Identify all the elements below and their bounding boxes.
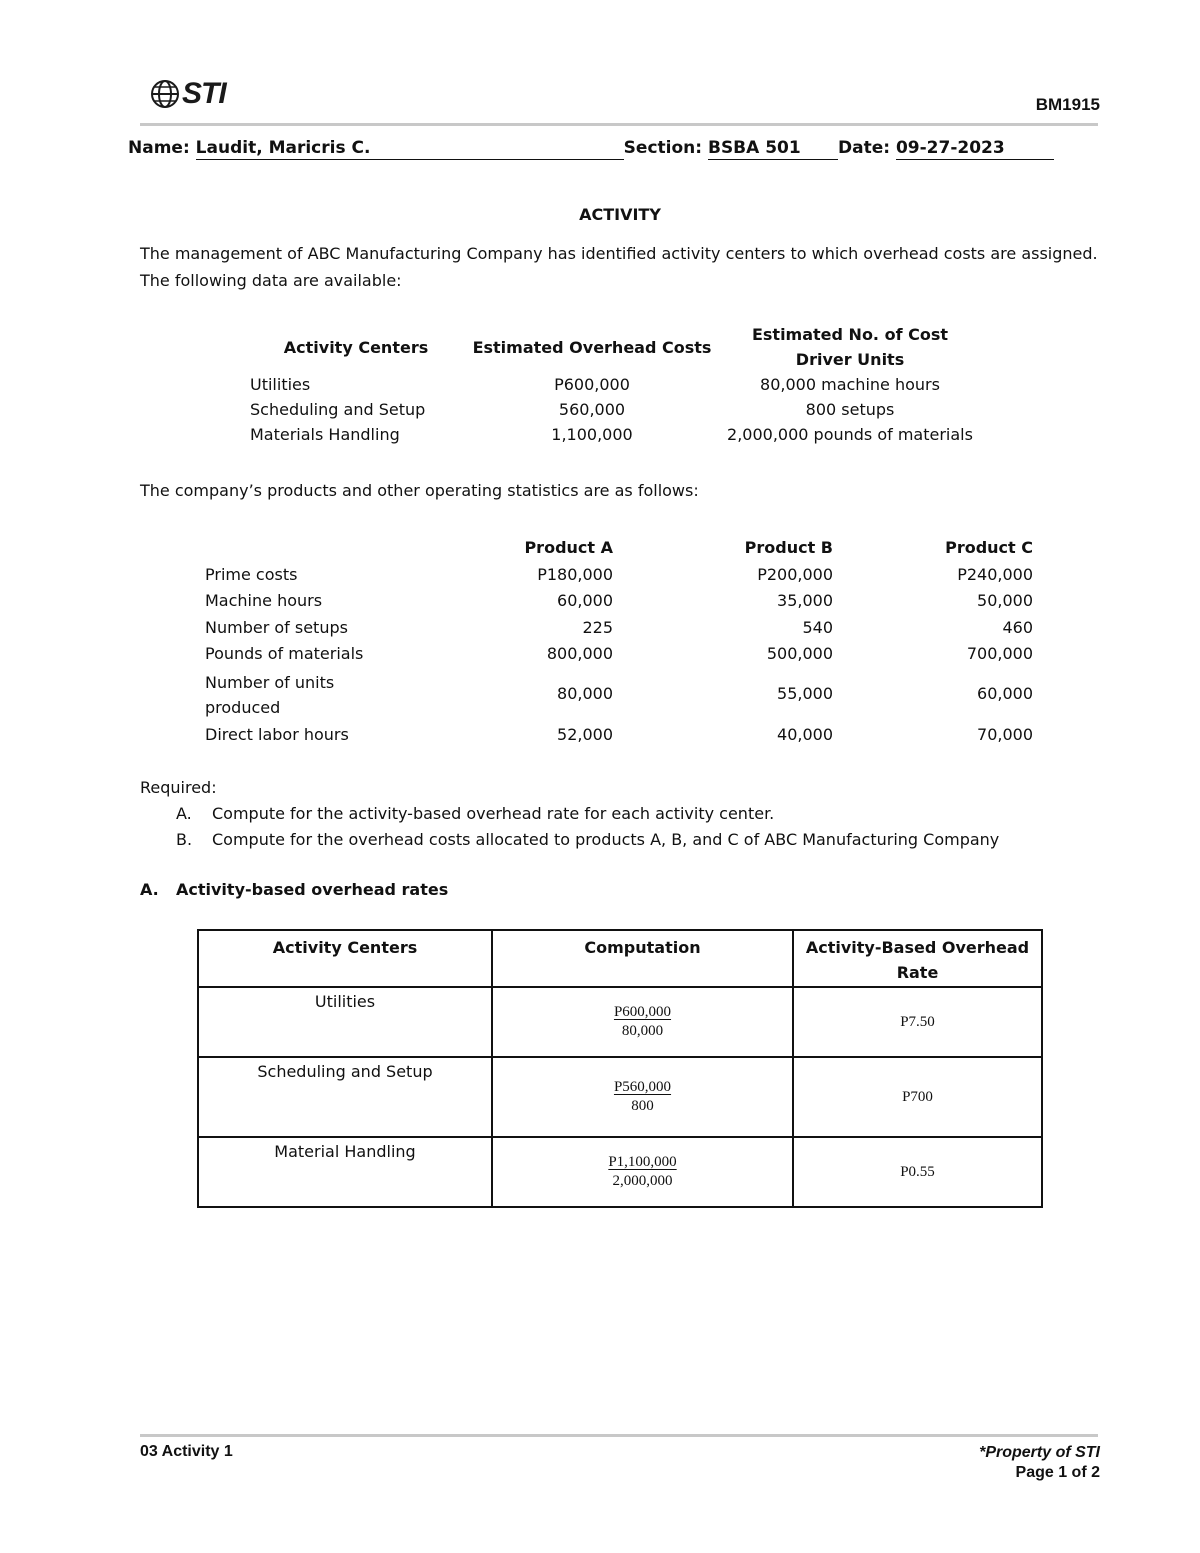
fraction-denominator: 80,000 [621,1023,664,1039]
section-value: BSBA 501 [708,138,838,160]
table-cell: Materials Handling [250,425,400,444]
footer-rule [140,1434,1098,1437]
table-row [205,615,1033,642]
computation-cell [492,987,793,1057]
list-text: Compute for the overhead costs allocated to products A, B, and C of ABC Manufacturing Company [212,830,1000,849]
table-cell: 2,000,000 pounds of materials [727,425,973,444]
table-cell: 50,000 [977,591,1033,610]
computation-cell [492,1057,793,1137]
name-value: Laudit, Maricris C. [196,138,624,160]
table-cell: P200,000 [757,564,833,584]
table-row [205,641,1033,668]
property-notice: *Property of STI [979,1444,1100,1461]
activity-center-cell: Scheduling and Setup [198,1057,492,1137]
fraction [608,1154,676,1190]
column-header: Product C [945,538,1033,557]
table-cell: 60,000 [557,591,613,610]
table-cell: 540 [802,617,833,637]
table-cell: 55,000 [777,684,833,704]
table-cell: Utilities [250,375,311,394]
table-cell: 80,000 [557,684,613,704]
table-cell: 60,000 [977,684,1033,704]
table-cell: Direct labor hours [205,724,349,744]
table-cell: 40,000 [777,724,833,744]
required-label: Required: [140,778,217,797]
products-table [205,535,1033,748]
overhead-rates-table [197,929,1043,1208]
fraction [614,1004,671,1040]
list-item [140,801,999,827]
fraction-denominator: 2,000,000 [612,1173,673,1189]
table-row [250,397,978,422]
activity-center-cell: Material Handling [198,1137,492,1207]
table-cell: 35,000 [777,591,833,610]
table-row [198,987,1042,1057]
table-header-row [205,535,1033,562]
column-header: Activity-Based Overhead Rate [793,930,1042,987]
section-key: A. [140,880,159,899]
table-row [250,422,978,447]
column-header [205,535,395,562]
activity-center-cell: Utilities [198,987,492,1057]
column-header: Activity Centers [283,337,429,357]
date-label: Date: [837,138,891,158]
column-header: Computation [492,930,793,987]
section-label: Section: [623,138,703,158]
rate-cell: P7.50 [793,987,1042,1057]
globe-icon [150,79,180,109]
fraction-numerator: P560,000 [613,1079,672,1095]
footer-activity-label: 03 Activity 1 [140,1443,233,1460]
table-cell: P240,000 [957,564,1033,584]
column-header: Estimated Overhead Costs [472,337,712,357]
list-item [140,827,999,853]
student-info-line [128,138,1054,160]
page-number: Page 1 of 2 [1015,1464,1100,1481]
section-title: Activity-based overhead rates [176,880,449,899]
rate-cell: P0.55 [793,1137,1042,1207]
table-row [198,1057,1042,1137]
sti-logo [150,78,226,110]
date-value: 09-27-2023 [896,138,1054,160]
table-cell: Number of units produced [205,672,335,717]
column-header: Product A [524,538,613,557]
logo-text: STI [182,77,226,110]
table-cell: 225 [582,617,613,637]
table-row [205,668,1033,722]
table-cell: 70,000 [977,724,1033,744]
page-title: ACTIVITY [579,205,661,224]
table-header-row [250,322,978,372]
table-cell: P600,000 [554,375,630,394]
table-cell: Pounds of materials [205,644,364,663]
activity-centers-table [250,322,978,447]
table-cell: 1,100,000 [551,425,633,444]
list-key: B. [176,830,193,849]
table-row [205,722,1033,749]
fraction-denominator: 800 [631,1098,654,1114]
table-row [198,1137,1042,1207]
list-text: Compute for the activity-based overhead rate for each activity center. [212,804,775,823]
fraction-numerator: P1,100,000 [608,1154,677,1170]
table-cell: 52,000 [557,724,613,744]
table-cell: Machine hours [205,591,323,610]
table-cell: 500,000 [766,644,833,663]
table-cell: 800 setups [805,400,895,419]
fraction [614,1079,671,1115]
table-cell: 800,000 [546,644,613,663]
table-cell: Scheduling and Setup [250,400,426,419]
intro-paragraph: The management of ABC Manufacturing Company has identified activity centers to which overhead costs are assigned. The following data are available: [140,244,1098,290]
table-cell: 80,000 machine hours [760,375,940,394]
footer-right [979,1443,1100,1483]
list-key: A. [176,804,192,823]
name-label: Name: [128,138,190,158]
table-cell: 700,000 [966,644,1033,663]
rate-cell: P700 [793,1057,1042,1137]
table-row [250,372,978,397]
table-cell: Number of setups [205,617,348,637]
document-code: BM1915 [1035,95,1100,114]
table-cell: 560,000 [558,400,626,419]
table-cell: Prime costs [205,564,298,584]
table-row [205,562,1033,589]
table-cell: 460 [1002,617,1033,637]
required-section [140,775,999,853]
section-a-heading [140,880,448,899]
column-header: Activity Centers [198,930,492,987]
products-intro: The company’s products and other operating statistics are as follows: [140,481,699,500]
column-header: Product B [744,538,833,557]
column-header: Estimated No. of Cost Driver Units [751,325,949,369]
table-header-row [198,930,1042,987]
table-row [205,588,1033,615]
header-rule [140,123,1098,126]
table-cell: P180,000 [537,564,613,584]
computation-cell [492,1137,793,1207]
fraction-numerator: P600,000 [613,1004,672,1020]
